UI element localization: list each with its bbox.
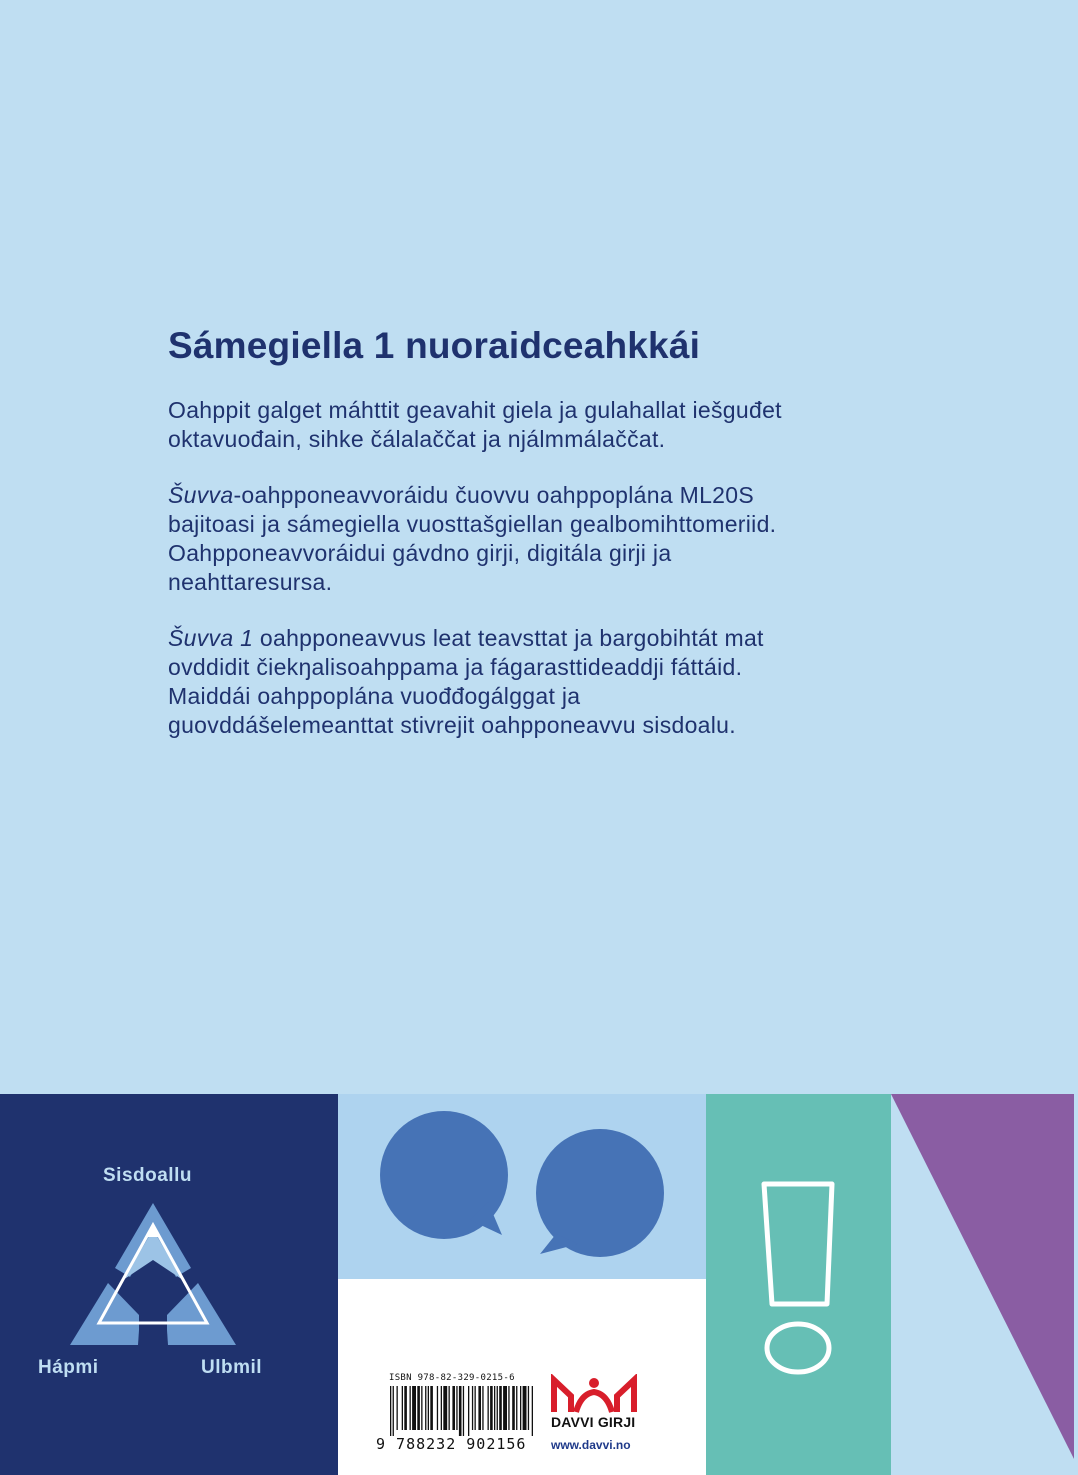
barcode-bar [402,1386,403,1430]
paragraph-3 [168,624,808,740]
publisher-url: www.davvi.no [551,1438,631,1452]
barcode-bar [397,1386,398,1430]
barcode-bar [459,1386,462,1436]
barcode-bar [512,1386,515,1430]
barcode-bar [482,1386,483,1430]
back-cover-text [168,322,808,740]
barcode-bar [393,1386,394,1436]
series-name: Šuvva [168,482,234,508]
book-name: Šuvva 1 [168,625,254,651]
barcode-bar [417,1386,420,1430]
paragraph-1: Oahppit galget máhttit geavahit giela ja gulahallat iešguđet oktavuođain, sihke čálalaččat ja njálmmálaččat. [168,397,782,452]
barcode-bar [478,1386,481,1430]
barcode-bar [421,1386,422,1430]
speech-bubble-icon [338,1094,706,1279]
barcode-bar [452,1386,455,1430]
paragraph-3-text: oahpponeavvus leat teavsttat ja bargobihtát mat ovddidit čiekŋalisoahppama ja fágarasttideaddji fáttáid. Maiddái oahppoplána vuođđogálggat ja guovddášelemeanttat stivrejit oahpponeavvu sisdoalu. [168,625,764,738]
barcode-bar [494,1386,495,1430]
barcode-bar [475,1386,476,1430]
barcode-bar [528,1386,529,1430]
barcode-bar [490,1386,493,1430]
triangle-label-right: Ulbmil [201,1357,263,1378]
barcode-bar [430,1386,433,1430]
barcode [388,1386,536,1436]
barcode-bar [497,1386,498,1430]
barcode-bar [425,1386,426,1430]
barcode-bar [449,1386,450,1430]
barcode-bar [428,1386,429,1430]
barcode-bar [520,1386,521,1430]
isbn-text: ISBN 978-82-329-0215-6 [389,1373,515,1383]
triangle-label-left: Hápmi [38,1357,99,1378]
barcode-bar [503,1386,507,1430]
barcode-bar [508,1386,509,1430]
barcode-bar [516,1386,517,1430]
barcode-bar [441,1386,442,1430]
barcode-bar [437,1386,438,1430]
davvi-girji-logo [551,1374,637,1414]
barcode-bar [412,1386,416,1430]
purple-triangle-icon [891,1094,1078,1475]
barcode-bar [404,1386,407,1430]
barcode-bar [523,1386,527,1430]
barcode-bar [499,1386,502,1430]
book-title: Sámegiella 1 nuoraidceahkkái [168,325,701,366]
barcode-bar [532,1386,533,1436]
publisher-name: DAVVI GIRJI [551,1414,636,1430]
barcode-bar [463,1386,464,1436]
triangle-icon [60,1195,250,1355]
barcode-bar [410,1386,411,1430]
paragraph-2 [168,481,808,597]
barcode-bar [468,1386,469,1436]
barcode-digits: 9 788232 902156 [376,1435,527,1453]
barcode-bar [488,1386,489,1430]
barcode-bar [390,1386,391,1436]
barcode-bar [456,1386,457,1430]
triangle-label-top: Sisdoallu [103,1165,192,1186]
paragraph-2-text: -oahpponeavvoráidu čuovvu oahppoplána ML20S bajitoasi ja sámegiella vuosttašgiellan gealbomihttomeriid. Oahpponeavvoráidui gávdno girji, digitála girji ja neahttaresursa. [168,482,777,595]
barcode-bar [443,1386,447,1430]
barcode-bar [472,1386,473,1430]
exclamation-icon [706,1094,891,1475]
